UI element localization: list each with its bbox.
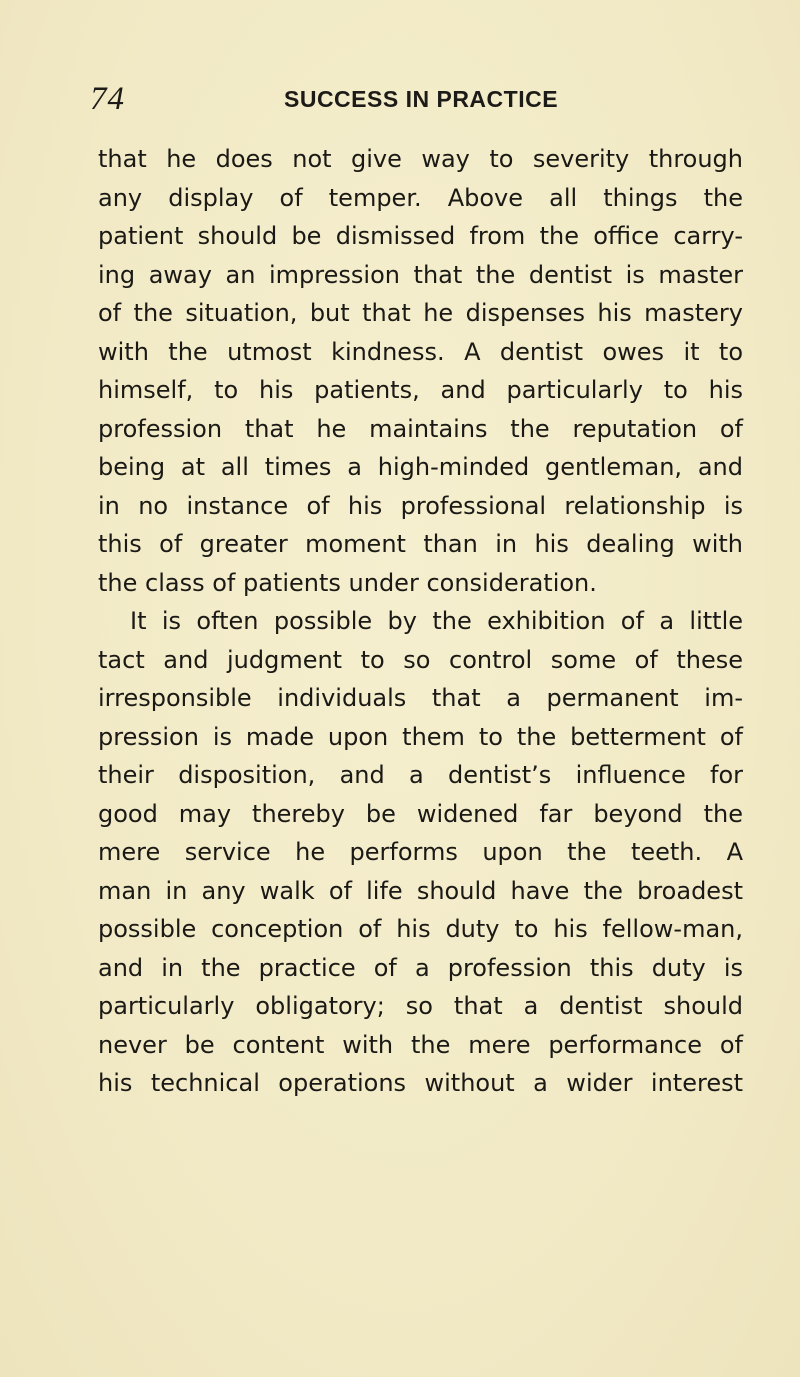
- paragraph-2: [98, 602, 743, 1103]
- text-line: man in any walk of life should have the broadest: [98, 876, 743, 905]
- text-line: any display of temper. Above all things the: [98, 183, 743, 212]
- body-text: [98, 140, 743, 1103]
- text-line: good may thereby be widened far beyond the: [98, 799, 743, 828]
- text-line: never be content with the mere performance of: [98, 1030, 743, 1059]
- text-line: tact and judgment to so control some of these: [98, 645, 743, 674]
- text-line: irresponsible individuals that a permanent im-: [98, 684, 743, 712]
- text-line: It is often possible by the exhibition of a little: [130, 607, 743, 635]
- text-line: mere service he performs upon the teeth. A: [98, 838, 743, 866]
- text-line: patient should be dismissed from the office carry-: [98, 222, 743, 250]
- text-line: his technical operations without a wider interest: [98, 1069, 743, 1097]
- text-line: of the situation, but that he dispenses his mastery: [98, 299, 743, 327]
- text-line: their disposition, and a dentist’s influence for: [98, 761, 743, 789]
- text-line: that he does not give way to severity through: [98, 145, 743, 173]
- text-line: himself, to his patients, and particularly to his: [98, 376, 743, 404]
- text-line: and in the practice of a profession this duty is: [98, 953, 743, 982]
- text-line: possible conception of his duty to his fellow-man,: [98, 915, 743, 943]
- paragraph-1: [98, 140, 743, 602]
- text-line: pression is made upon them to the betterment of: [98, 722, 743, 751]
- running-head: [0, 82, 800, 116]
- text-line: ing away an impression that the dentist is master: [98, 260, 743, 289]
- text-line: this of greater moment than in his dealing with: [98, 530, 743, 558]
- page-number: 74: [90, 81, 125, 117]
- text-line: profession that he maintains the reputation of: [98, 414, 743, 443]
- text-line: particularly obligatory; so that a dentist should: [98, 992, 743, 1020]
- running-title: SUCCESS IN PRACTICE: [284, 86, 559, 112]
- text-line: in no instance of his professional relationship is: [98, 491, 743, 520]
- text-line: being at all times a high-minded gentleman, and: [98, 453, 743, 481]
- text-line: with the utmost kindness. A dentist owes it to: [98, 337, 743, 366]
- text-line: the class of patients under consideration.: [98, 568, 597, 597]
